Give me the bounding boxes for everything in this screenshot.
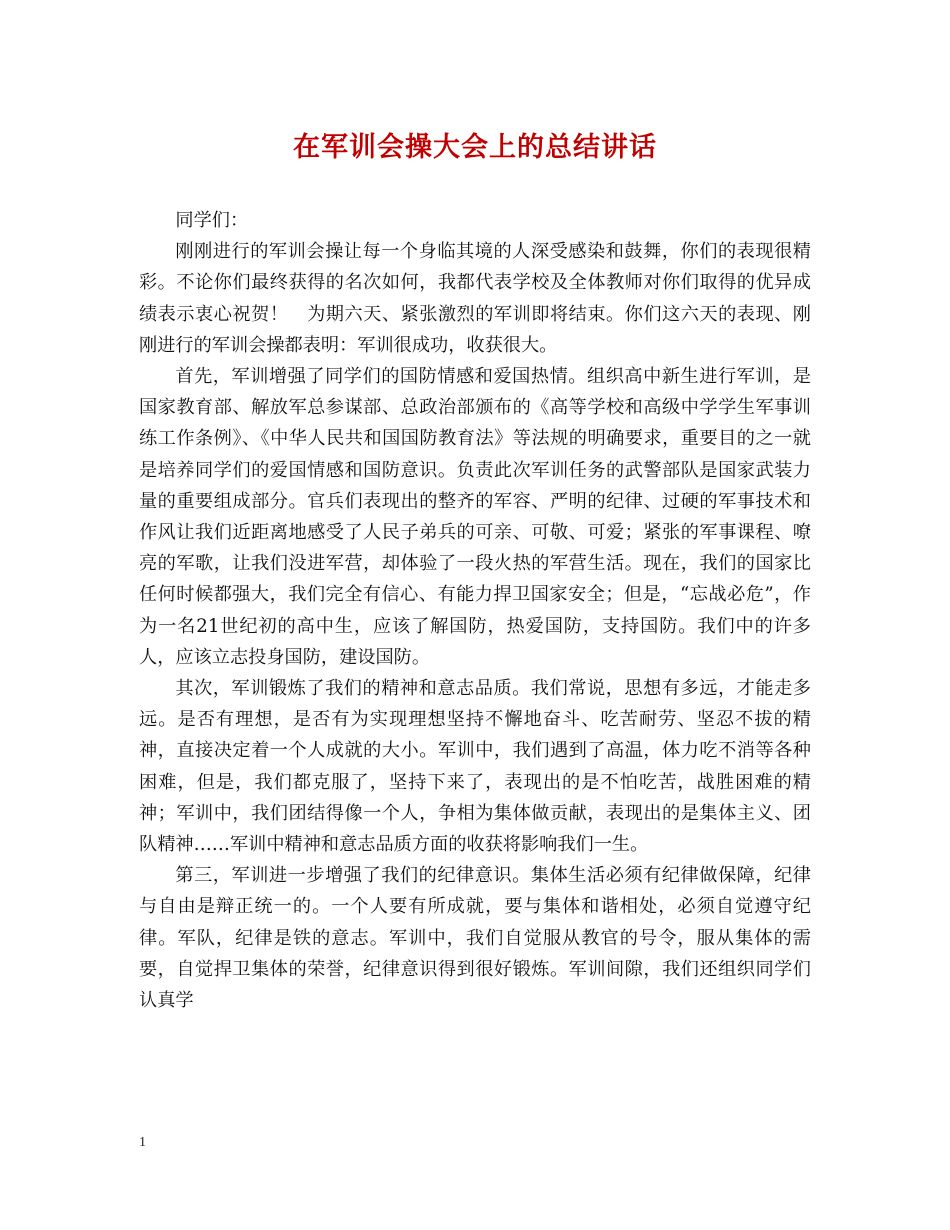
- paragraph-intro: 刚刚进行的军训会操让每一个身临其境的人深受感染和鼓舞，你们的表现很精彩。不论你们最终获得的名次如何，我都代表学校及全体教师对你们取得的优异成绩表示衷心祝贺！ 为期六天、紧张激烈的军训即将结束。你们这六天的表现、刚刚进行的军训会操都表明：军训很成功，收获很大。: [139, 241, 811, 356]
- page-number: 1: [139, 1135, 146, 1150]
- paragraph-greeting: 同学们：: [175, 210, 249, 231]
- paragraph-third-point: 第三，军训进一步增强了我们的纪律意识。集体生活必须有纪律做保障，纪律与自由是辩正统一的。一个人要有所成就，要与集体和谐相处，必须自觉遵守纪律。军队，纪律是铁的意志。军训中，我们自觉服从教官的号令，服从集体的需要，自觉捍卫集体的荣誉，纪律意识得到很好锻炼。军训间隙，我们还组织同学们认真学: [139, 865, 811, 1012]
- document-body: [139, 205, 811, 1016]
- document-title: 在军训会操大会上的总结讲话: [293, 132, 657, 163]
- paragraph-second-point: 其次，军训锻炼了我们的精神和意志品质。我们常说，思想有多远，才能走多远。是否有理想，是否有为实现理想坚持不懈地奋斗、吃苦耐劳、坚忍不拔的精神，直接决定着一个人成就的大小。军训中，我们遇到了高温，体力吃不消等各种困难，但是，我们都克服了，坚持下来了，表现出的是不怕吃苦，战胜困难的精神；军训中，我们团结得像一个人，争相为集体做贡献，表现出的是集体主义、团队精神……军训中精神和意志品质方面的收获将影响我们一生。: [139, 678, 811, 856]
- paragraph-first-point: 首先，军训增强了同学们的国防情感和爱国热情。组织高中新生进行军训，是国家教育部、解放军总参谋部、总政治部颁布的《高等学校和高级中学学生军事训练工作条例》、《中华人民共和国国防教育法》等法规的明确要求，重要目的之一就是培养同学们的爱国情感和国防意识。负责此次军训任务的武警部队是国家武装力量的重要组成部分。官兵们表现出的整齐的军容、严明的纪律、过硬的军事技术和作风让我们近距离地感受了人民子弟兵的可亲、可敬、可爱；紧张的军事课程、嘹亮的军歌，让我们没进军营，却体验了一段火热的军营生活。现在，我们的国家比任何时候都强大，我们完全有信心、有能力捍卫国家安全；但是，“忘战必危”，作为一名21世纪初的高中生，应该了解国防，热爱国防，支持国防。我们中的许多人，应该立志投身国防，建设国防。: [139, 366, 811, 668]
